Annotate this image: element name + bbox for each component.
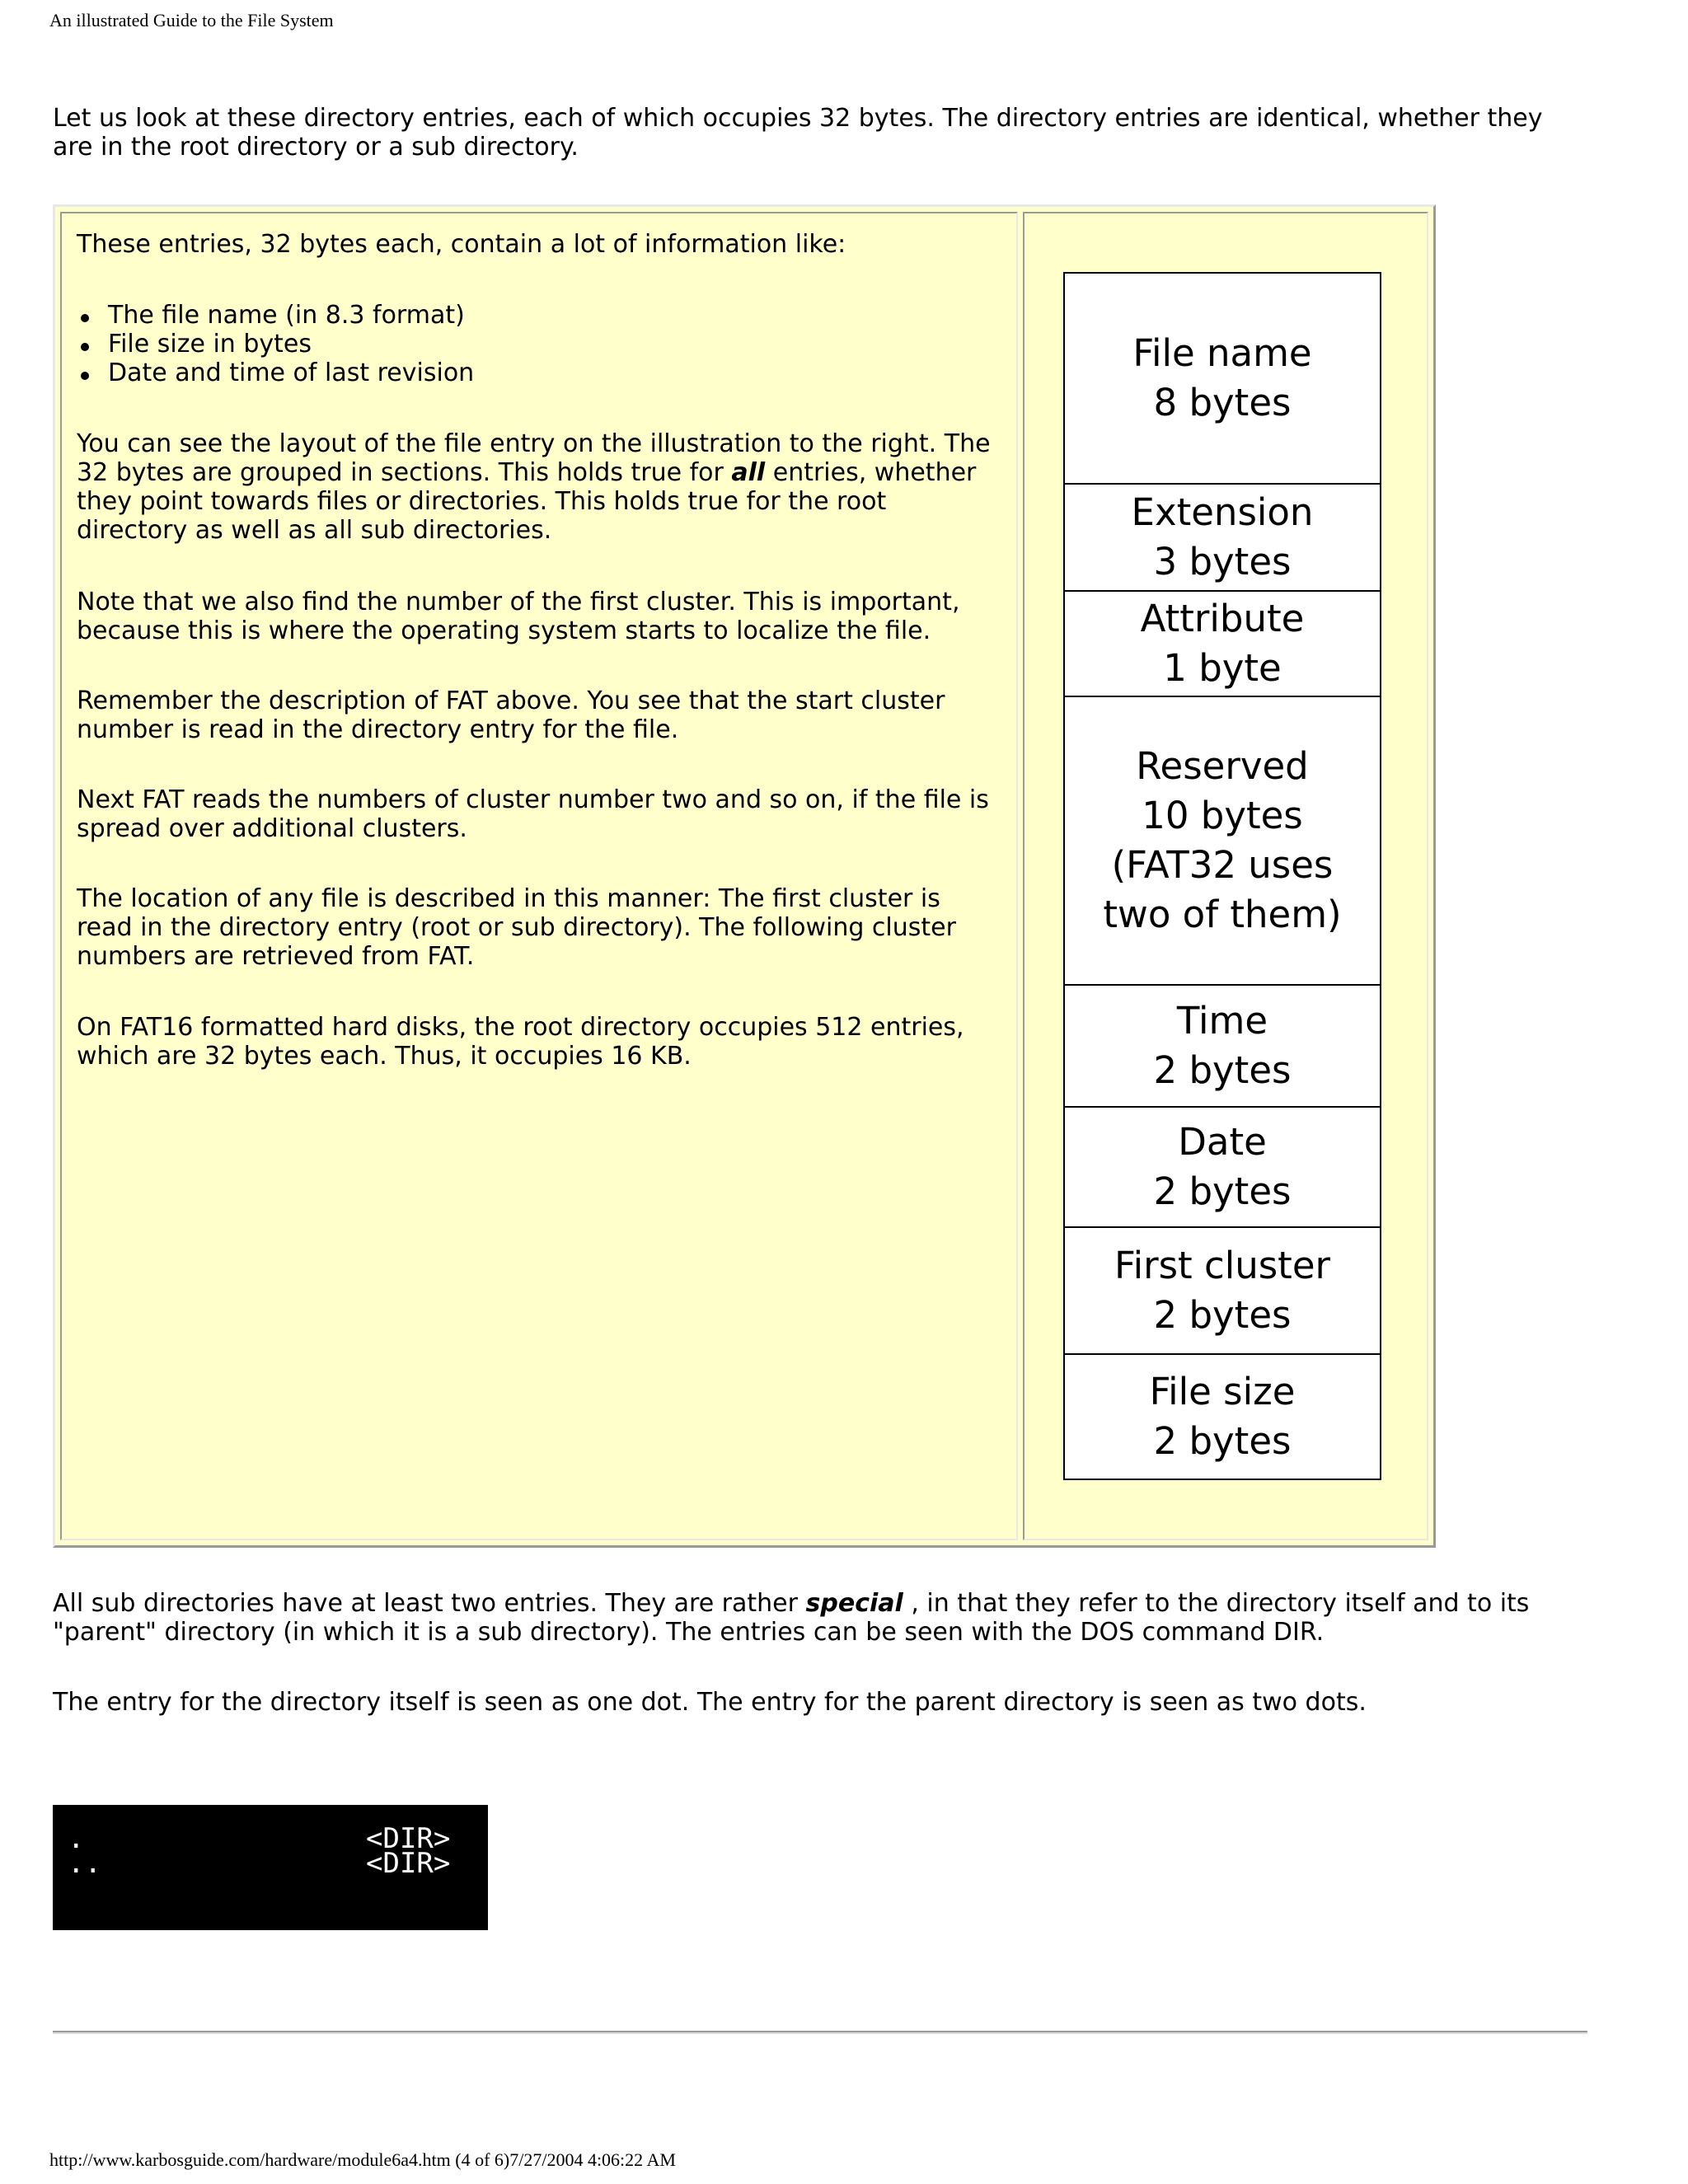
layout-paragraph-emphasis: all (731, 458, 766, 487)
first-cluster-paragraph: Note that we also find the number of the first cluster. This is important, because this is where the operating system starts to localize the file. (77, 588, 960, 645)
print-header: An illustrated Guide to the File System (49, 10, 334, 30)
layout-paragraph-start: You can see the layout of the file entry on the illustration to the right. The 32 bytes are grouped in sections. This holds true for (77, 429, 991, 487)
special-paragraph-start: All sub directories have at least two entries. They are rather (53, 1589, 806, 1618)
field-attribute (1065, 592, 1380, 697)
special-paragraph-emphasis: special (805, 1589, 903, 1618)
field-name: Time (1176, 999, 1268, 1043)
print-footer: http://www.karbosguide.com/hardware/module6a4.htm (4 of 6)7/27/2004 4:06:22 AM (49, 2149, 676, 2170)
layout-paragraph-end: entries, whether they point towards files or directories. This holds true for the root directory as well as all sub directories. (77, 458, 977, 545)
field-name: Reserved (1136, 744, 1309, 788)
list-item: File size in bytes (77, 330, 474, 359)
dos-parent-entry-name: .. (68, 1847, 101, 1880)
directory-entry-layout-diagram (1063, 272, 1381, 1480)
dots-paragraph: The entry for the directory itself is seen as one dot. The entry for the parent directory is seen as two dots. (53, 1688, 1367, 1717)
field-file-name (1065, 274, 1380, 485)
list-item: Date and time of last revision (77, 359, 474, 387)
field-size: 2 bytes (1153, 1048, 1292, 1092)
entry-info-list (77, 301, 474, 387)
field-first-cluster (1065, 1228, 1380, 1355)
field-name: Attribute (1140, 597, 1305, 640)
next-cluster-paragraph: Next FAT reads the numbers of cluster number two and so on, if the file is spread over additional clusters. (77, 785, 989, 843)
intro-paragraph: Let us look at these directory entries, each of which occupies 32 bytes. The directory entries are identical, whether they are in the root directory or a sub directory. (53, 104, 1543, 162)
layout-paragraph (77, 429, 1000, 545)
field-name: Date (1178, 1120, 1267, 1164)
field-size: 2 bytes (1153, 1419, 1292, 1463)
horizontal-rule (53, 2031, 1587, 2034)
explanation-cell (60, 212, 1018, 1540)
dos-self-entry-name: . (68, 1822, 85, 1855)
field-size: 2 bytes (1153, 1293, 1292, 1337)
field-name: Extension (1131, 490, 1314, 534)
field-size: 3 bytes (1153, 540, 1292, 583)
entries-intro: These entries, 32 bytes each, contain a lot of information like: (77, 230, 846, 259)
fat-description-paragraph: Remember the description of FAT above. You see that the start cluster number is read in the directory entry for the file. (77, 687, 945, 744)
field-extension (1065, 485, 1380, 592)
file-location-paragraph: The location of any file is described in this manner: The first cluster is read in the directory entry (root or sub directory). The following cluster numbers are retrieved from FAT. (77, 884, 956, 971)
field-size: 1 byte (1163, 646, 1282, 690)
field-size: 10 bytes (1142, 794, 1303, 837)
dos-dir-listing-screenshot (53, 1805, 488, 1930)
field-date (1065, 1108, 1380, 1228)
special-entries-paragraph (53, 1589, 1569, 1647)
field-name: File size (1149, 1370, 1296, 1413)
dos-self-entry-tag: <DIR> (366, 1822, 451, 1855)
field-time (1065, 986, 1380, 1108)
field-reserved (1065, 697, 1380, 986)
field-size: 2 bytes (1153, 1169, 1292, 1213)
fat16-root-paragraph: On FAT16 formatted hard disks, the root directory occupies 512 entries, which are 32 bytes each. Thus, it occupies 16 KB. (77, 1013, 964, 1071)
field-size: 8 bytes (1153, 381, 1292, 424)
special-paragraph-end: , in that they refer to the directory itself and to its "parent" directory (in which it is a sub directory). The entries can be seen with the DOS command DIR. (53, 1589, 1530, 1647)
field-note: (FAT32 uses (1111, 843, 1334, 887)
field-note: two of them) (1103, 893, 1342, 936)
field-name: First cluster (1114, 1244, 1331, 1287)
field-file-size (1065, 1355, 1380, 1479)
list-item: The file name (in 8.3 format) (77, 301, 474, 330)
field-name: File name (1132, 331, 1312, 375)
dos-parent-entry-tag: <DIR> (366, 1847, 451, 1880)
